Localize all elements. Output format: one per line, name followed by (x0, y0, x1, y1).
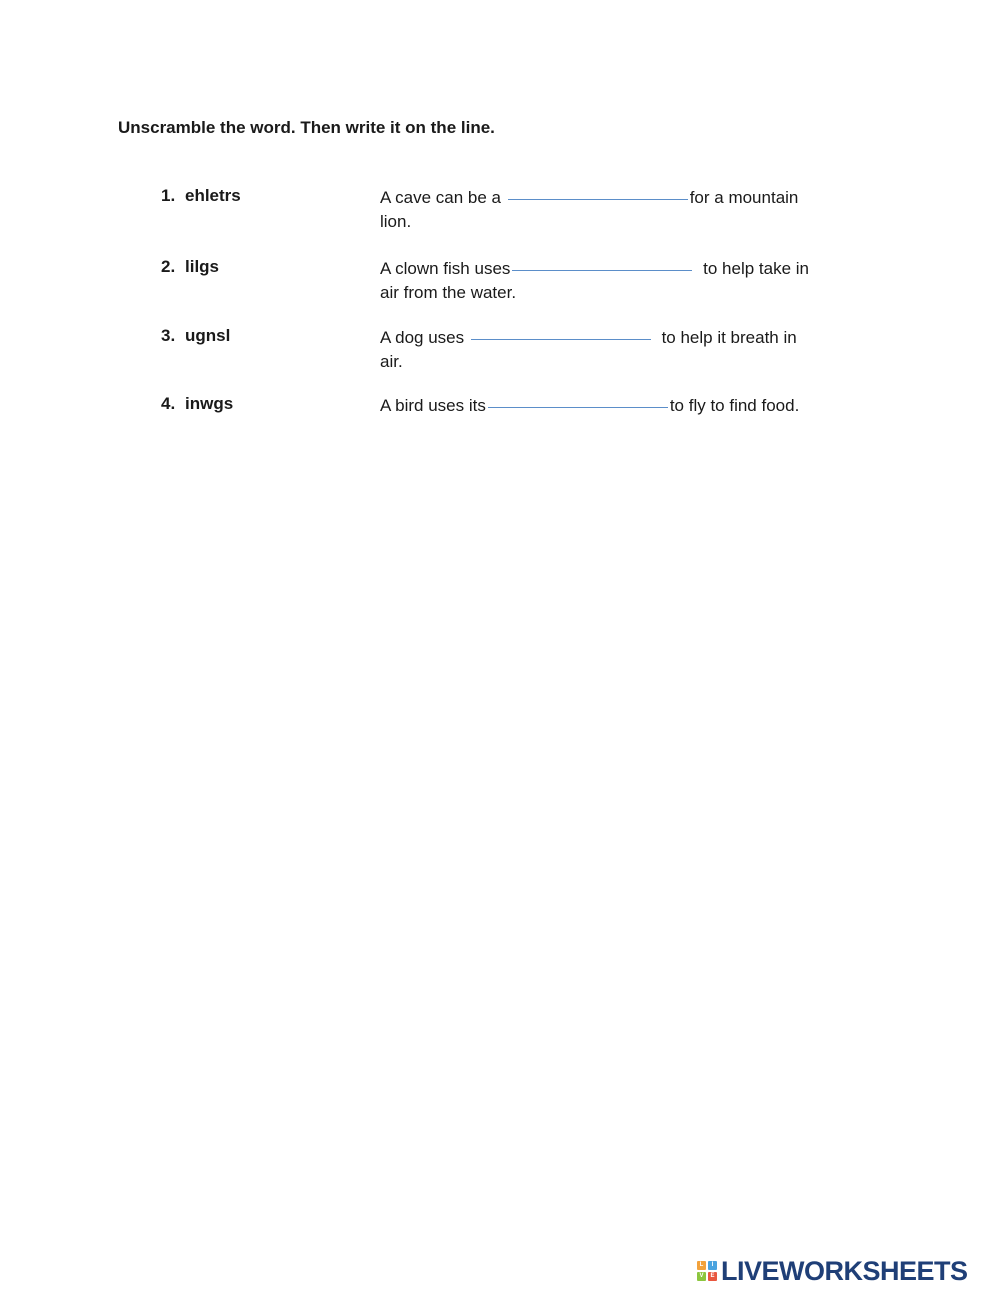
logo-tile: I (708, 1261, 717, 1270)
answer-blank[interactable] (471, 337, 651, 340)
sentence (380, 186, 820, 234)
sentence-start: A cave can be a (380, 188, 506, 207)
sentence (380, 257, 820, 305)
logo-tile: L (697, 1261, 706, 1270)
sentence (380, 326, 820, 374)
sentence-start: A bird uses its (380, 396, 486, 415)
answer-blank[interactable] (508, 197, 688, 200)
item-number: 2. (161, 257, 176, 276)
scrambled-word: ugnsl (185, 326, 231, 345)
answer-blank[interactable] (512, 268, 692, 271)
sentence-end: for a mountain lion. (380, 188, 799, 231)
logo-tile: E (708, 1272, 717, 1281)
logo-tile: V (697, 1272, 706, 1281)
logo-text: LIVEWORKSHEETS (721, 1255, 968, 1286)
scrambled-word: inwgs (185, 394, 234, 413)
item-number: 1. (161, 186, 176, 205)
sentence-end: to fly to find food. (669, 396, 800, 415)
sentence-end: to help take in air from the water. (380, 259, 809, 302)
sentence-start: A clown fish uses (380, 259, 511, 278)
sentence-start: A dog uses (380, 328, 469, 347)
item-number: 3. (161, 326, 176, 345)
item-number: 4. (161, 394, 176, 413)
logo-mark-icon (697, 1261, 717, 1281)
sentence-end: to help it breath in air. (380, 328, 797, 371)
sentence (380, 394, 820, 418)
scrambled-word: lilgs (185, 257, 220, 276)
liveworksheets-logo (697, 1254, 968, 1288)
answer-blank[interactable] (488, 405, 668, 408)
instructions: Unscramble the word. Then write it on the line. (118, 118, 495, 137)
scrambled-word: ehletrs (185, 186, 241, 205)
